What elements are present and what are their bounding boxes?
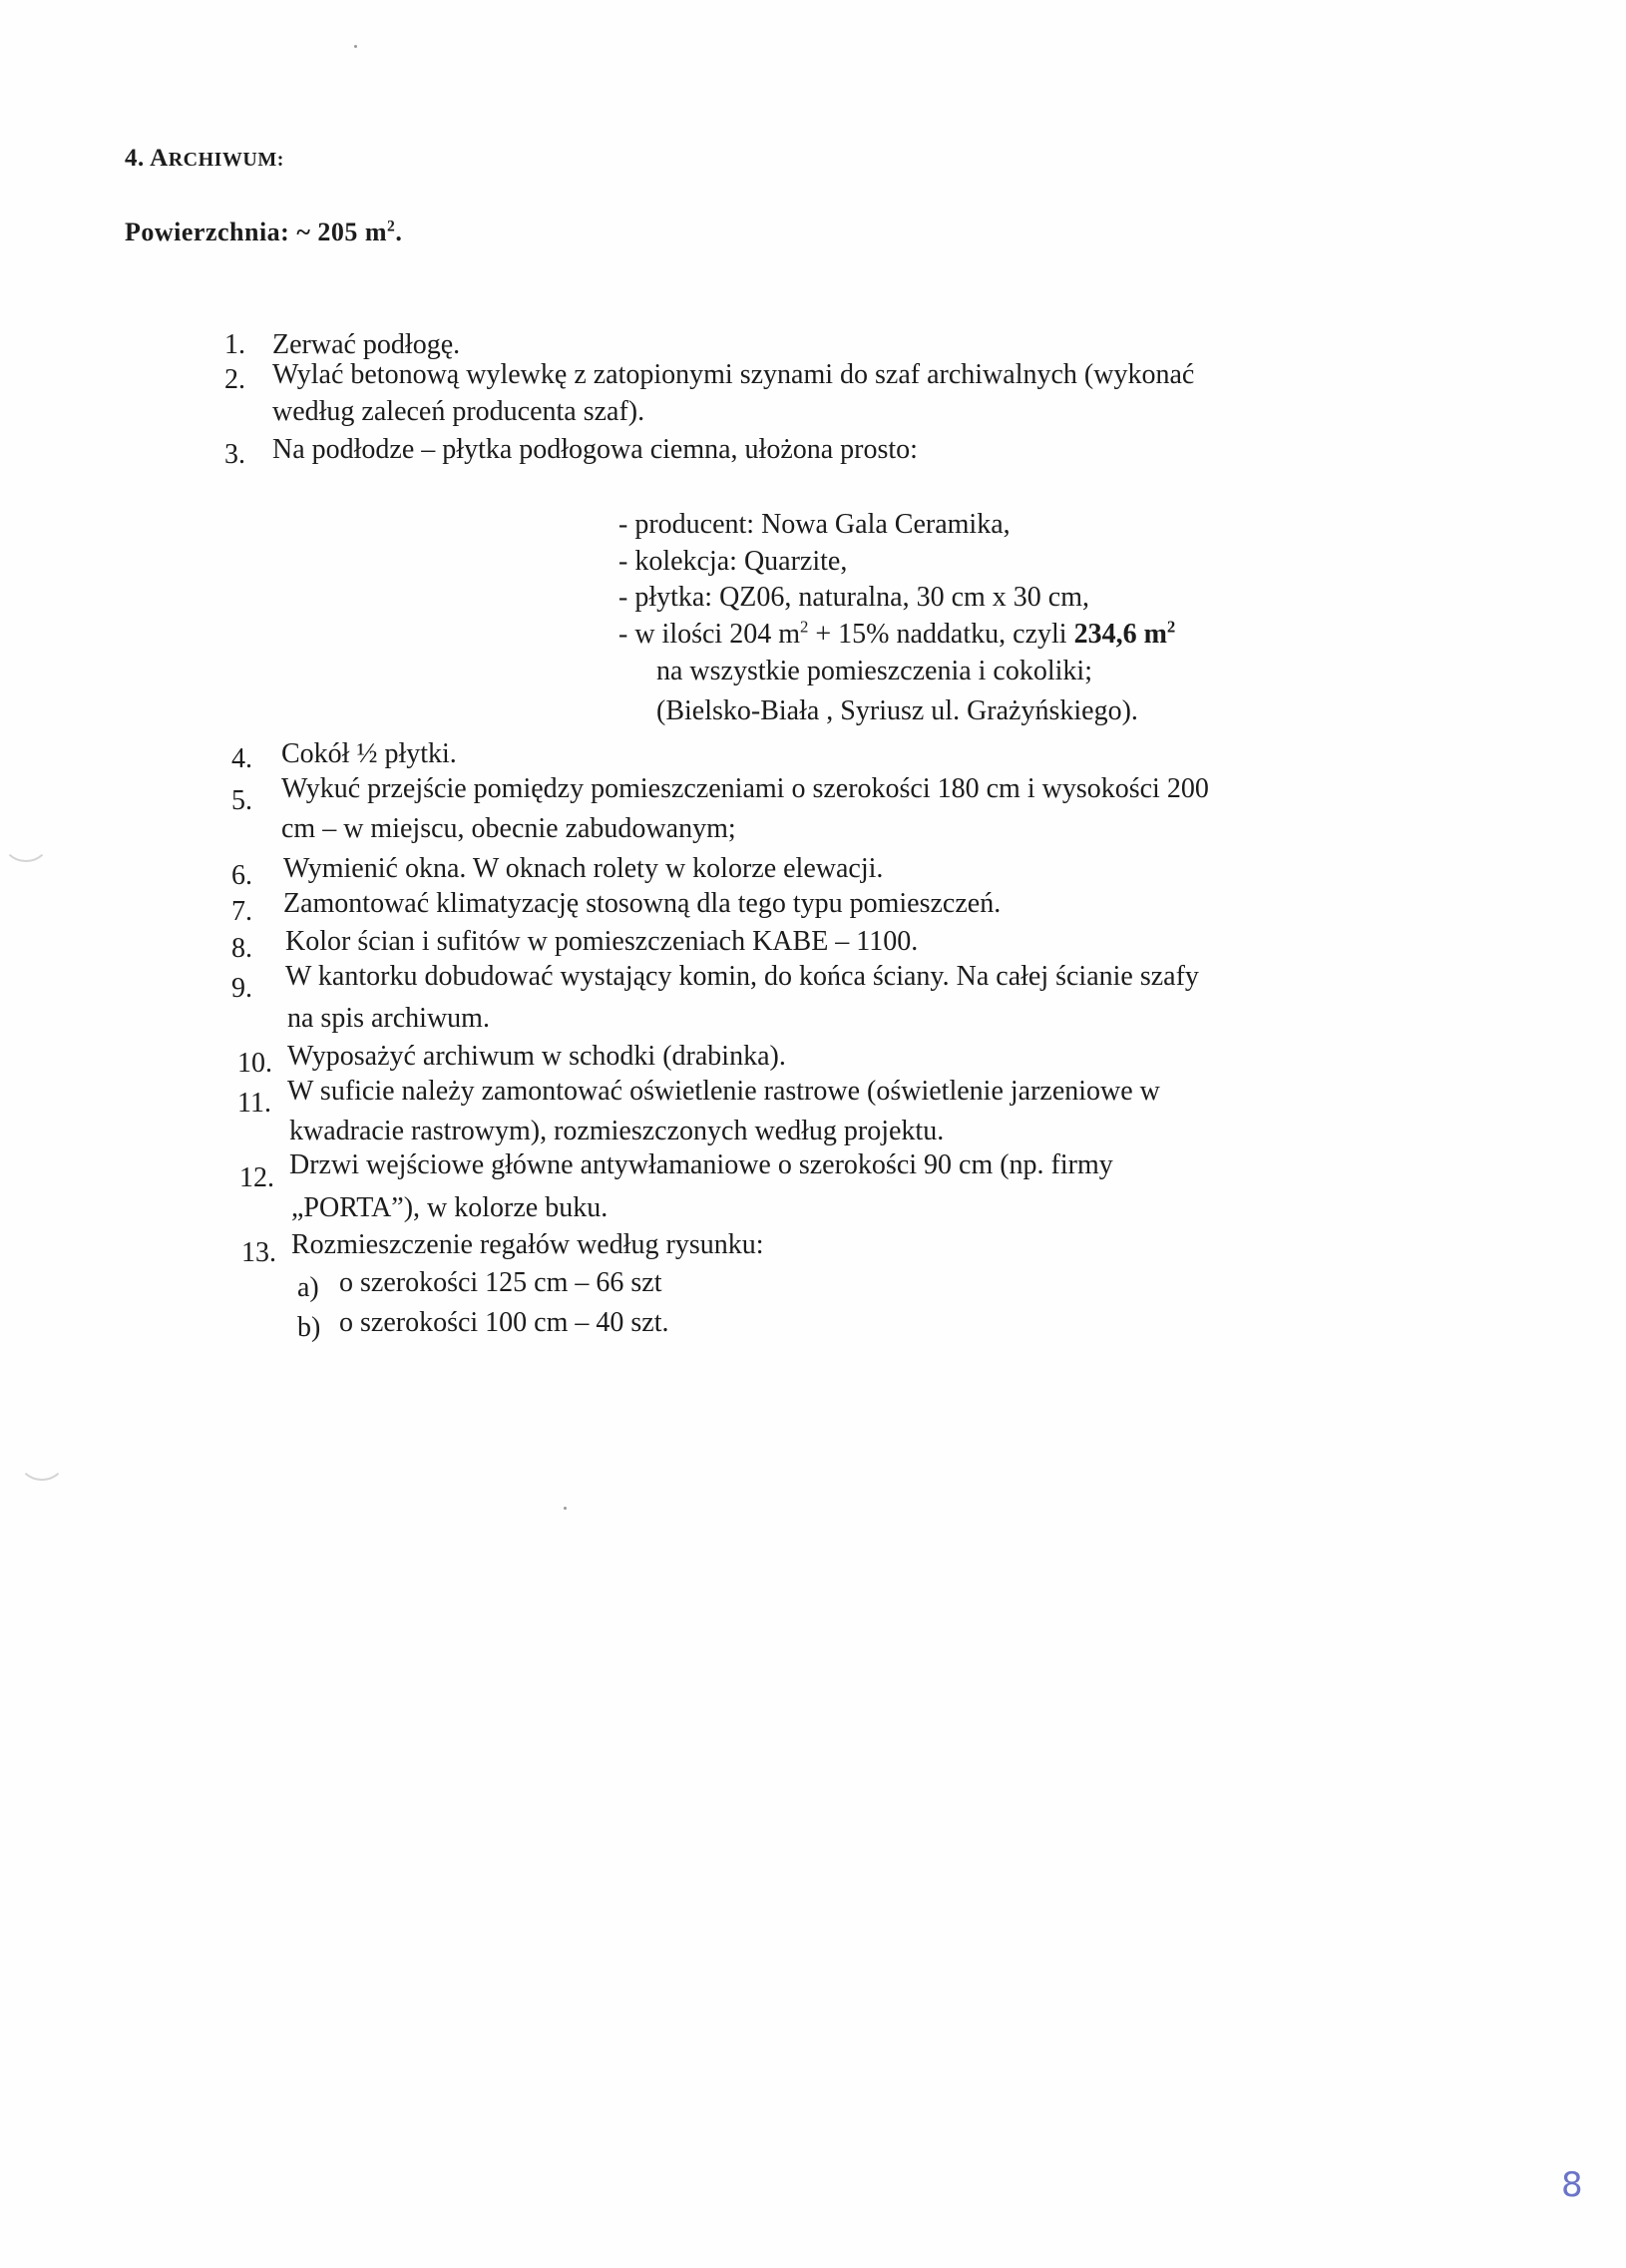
tile-qty-pre: - w ilości 204 m [618,619,800,650]
item-number: 1. [224,329,245,360]
tile-qty-total-sup: 2 [1166,617,1176,637]
tile-quantity [618,619,1175,651]
subitem-letter: b) [297,1312,321,1343]
item-text: Rozmieszczenie regałów według rysunku: [291,1229,764,1260]
item-text: W suficie należy zamontować oświetlenie rastrowe (oświetlenie jarzeniowe w [287,1076,1160,1107]
item-text: według zaleceń producenta szaf). [272,396,645,427]
item-number: 13. [241,1237,276,1268]
item-number: 12. [239,1162,274,1193]
item-text: W kantorku dobudować wystający komin, do końca ściany. Na całej ścianie szafy [285,961,1199,992]
item-text: Drzwi wejściowe główne antywłamaniowe o szerokości 90 cm (np. firmy [289,1149,1113,1180]
area-heading [125,218,402,247]
page-number: 8 [1561,2165,1583,2205]
item-number: 6. [231,860,252,891]
item-number: 5. [231,785,252,816]
item-text: Na podłodze – płytka podłogowa ciemna, ułożona prosto: [272,434,918,465]
area-label: Powierzchnia: ~ 205 m [125,218,388,246]
item-text: „PORTA”), w kolorze buku. [291,1192,609,1223]
item-text: Wymienić okna. W oknach rolety w kolorze elewacji. [283,853,884,884]
scan-artifact [2,818,50,862]
item-text: Kolor ścian i sufitów w pomieszczeniach KABE – 1100. [285,926,919,957]
item-text: Zerwać podłogę. [272,329,461,360]
item-text: cm – w miejscu, obecnie zabudowanym; [281,813,736,844]
item-text: Cokół ½ płytki. [281,738,457,769]
item-number: 9. [231,973,252,1004]
item-number: 2. [224,364,245,395]
section-number: 4. [125,145,145,172]
tile-type: - płytka: QZ06, naturalna, 30 cm x 30 cm, [618,582,1089,613]
area-end: . [395,218,403,246]
tile-qty-sup: 2 [800,617,809,637]
item-number: 3. [224,439,245,470]
item-number: 10. [237,1048,272,1079]
section-title-initial: A [150,145,169,172]
item-text: Wykuć przejście pomiędzy pomieszczeniami o szerokości 180 cm i wysokości 200 [281,773,1209,804]
tile-producer: - producent: Nowa Gala Ceramika, [618,509,1011,540]
item-text: kwadracie rastrowym), rozmieszczonych według projektu. [289,1116,945,1146]
subitem-letter: a) [297,1272,319,1303]
item-number: 11. [237,1088,271,1119]
item-number: 4. [231,743,252,774]
item-number: 8. [231,933,252,964]
tile-qty-total: 234,6 m [1073,619,1167,650]
scan-dot [564,1507,567,1510]
item-text: Zamontować klimatyzację stosowną dla tego typu pomieszczeń. [283,888,1002,919]
tile-qty-mid: + 15% naddatku, czyli [808,619,1074,650]
section-title-rest: RCHIWUM: [168,149,284,171]
subitem-text: o szerokości 125 cm – 66 szt [339,1267,662,1298]
subitem-text: o szerokości 100 cm – 40 szt. [339,1307,669,1338]
item-text: Wylać betonową wylewkę z zatopionymi szynami do szaf archiwalnych (wykonać [272,359,1195,390]
item-text: na spis archiwum. [287,1003,490,1034]
section-heading [125,145,284,173]
scan-artifact [18,1437,66,1481]
tile-rooms: na wszystkie pomieszczenia i cokoliki; [656,656,1092,686]
tile-collection: - kolekcja: Quarzite, [618,546,848,577]
item-number: 7. [231,896,252,927]
scan-dot [354,45,357,48]
area-sup: 2 [387,218,396,235]
item-text: Wyposażyć archiwum w schodki (drabinka). [287,1041,786,1072]
tile-location: (Bielsko-Biała , Syriusz ul. Grażyńskiego). [656,695,1138,726]
